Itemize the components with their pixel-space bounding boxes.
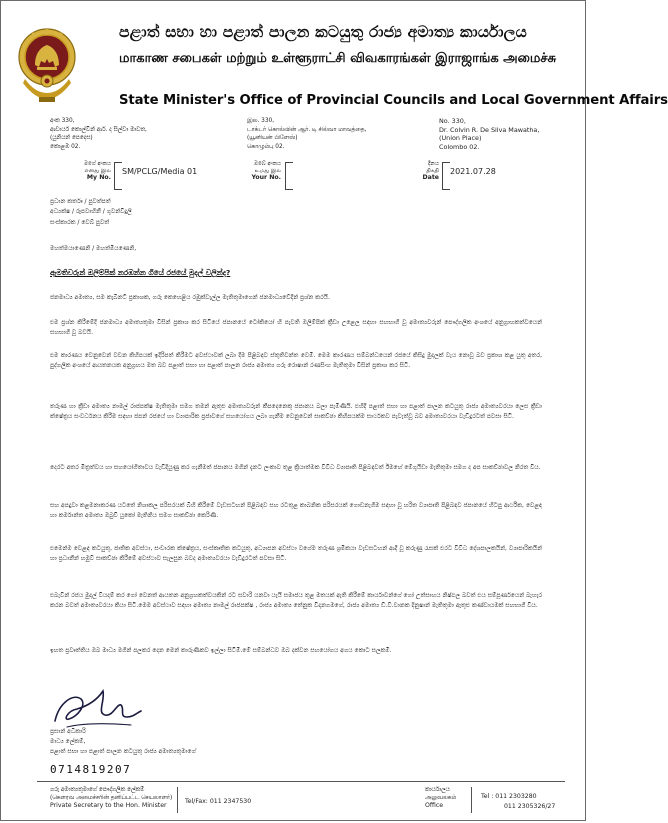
body-paragraph: ඉහත ප්‍රවෘත්තිය ඔබ මාධ්‍ය මගින් පලකර දෙන මෙන් කාරුණිකව ඉල්ලා සිටිමි.මේ සම්බන්ධව ඔබ දක්වන සහයෝගය අගය කොට සලකමි. <box>50 647 392 654</box>
footer-secretary <box>50 787 172 810</box>
address-tamil <box>247 117 366 151</box>
footer-office-si: කාර්යාලය <box>425 787 450 793</box>
signatory-phone: 0714819207 <box>50 763 132 776</box>
my-number-label-en: My No. <box>86 173 111 181</box>
your-number-label <box>239 161 281 181</box>
body-paragraph: එම කාරණය වෙනුවෙන් වචන කිහිපයක් ඉදිරිපත් කිරීමට අවස්ථාවක් ලබා දීම පිළිබඳව ස්තූතිවන්ත වෙමි. මෙම කාරණය සම්බන්ධයෙන් රජයේ කිසිදු මුදලක් වැය නොවූ බව ප්‍රකාශ කළ යුතු අතර, පුද්ගලික අංශයේ ආයතනයක අනුග්‍රහය මත බව පළාත් සභා හා පළාත් පාලන රාජ්‍ය අමාත්‍ය ගරු රොෂාන් රණසිංහ මැතිතුමා විසින් ප්‍රකාශ කර සිටී. <box>50 352 542 370</box>
ref-bracket <box>285 162 293 190</box>
recipient-list <box>50 197 132 228</box>
signatory-office: පළාත් සභා හා පළාත් පාලන කටයුතු රාජ්‍ය අමාත්‍යතුමාගේ <box>50 748 196 755</box>
body-paragraph: තරුණ හා ක්‍රීඩා අමාත්‍ය නාමල් රාජපක්ෂ මැතිතුමා සමග තමන් ඇතුළු අමාත්‍යවරුන් කීපදෙනෙකු ජපානය බලා පැමිණියි. එහිදී පළාත් සභා හා පළාත් පාලන කටයුතු රාජ්‍ය අමාත්‍යවරයා ලෙස ක්‍රීඩා ක්ෂේත්‍රය සංවර්ධනය කිරීම සඳහා ජපන් රජයේ හා ව්‍යාපාරික ප්‍රජාවගේ සහයෝගය ලබා ගැනීම වෙනුවෙන් සාකච්ඡා කිහිපයක්ම සාර්ථකව පැවැත්වූ බව අමාත්‍යවරයා වැඩිදුරටත් පවසා සිටී. <box>50 403 542 421</box>
footer-secretary-en: Private Secretary to the Hon. Minister <box>50 802 167 810</box>
your-number-label-si: ඔබේ අංකය <box>253 161 281 167</box>
footer-secretary-ta: (கௌரவ அமைச்சரின் தனிப்பட்ட செயலாளர்) <box>50 794 173 801</box>
header-title-tamil: மாகாண சபைகள் மற்றும் உள்ளூராட்சி விவகாரங்கள் இராஜாங்க அமைச்சு <box>119 51 557 66</box>
address-line: கொழும்பு 02. <box>247 143 285 150</box>
header-title-english: State Minister's Office of Provincial Councils and Local Government Affairs <box>119 93 668 108</box>
subject-heading: ඇමතිවරුන් ඔලිම්පික් නරඹන්න ගියේ රජයේ මුදල් වලින්ද? <box>50 268 231 277</box>
date-label-si: දිනය <box>427 161 439 167</box>
my-number-label <box>61 161 111 181</box>
body-paragraph: එම ප්‍රශ්න කිරීමේදී ජනමාධ්‍ය අමාත්‍යතුමා විසින් ප්‍රකාශ කර සිටියේ ජපානයේ ටෝකියෝ හි පැවති ඔලිම්පික් ක්‍රීඩා උළෙල සඳහා සහභාගී වූ අමාත්‍යවරුන් පෞද්ගලික අංශයේ අනුග්‍රාහකත්වයෙන් සහභාගී වූ බවයි. <box>50 319 542 337</box>
address-line: டாக்டர் கொல்வின் ஆர். டி சில்வா மாவத்தை, <box>247 126 367 133</box>
signatory-name: ප්‍රසාන් අධිකාරි <box>50 728 86 735</box>
date-label-ta: திகதி <box>426 167 439 174</box>
address-line: ආචාර්ය කොල්වින් ආර්. ද සිල්වා මාවත, <box>50 126 147 133</box>
address-english <box>439 117 539 151</box>
salutation: මහත්මයාණෙනි / මහත්මියණෙනි, <box>50 245 137 252</box>
my-number-label-ta: எனது இல <box>84 167 111 174</box>
body-paragraph: දෙරට අතර මිත්‍රත්වය හා සහයෝගිතාවය වැඩිදියුණු කර ගැනීමත් ජපානය මගින් දැනට ලංකාව තුළ ක්‍රියාත්මක විවිධ ව්‍යාපෘති පිළිබඳවත් ඊමහේ මේගුයිඩා මැතිතුමා සමග ද අප සාකච්ඡාවල නිරත විය. <box>50 464 541 471</box>
my-number-value: SM/PCLG/Media 01 <box>122 167 198 176</box>
date-label-en: Date <box>422 173 439 181</box>
recipient-line: අධ්‍යක්ෂ / රූපවාහිනී / ගුවන්විදුලි <box>50 208 132 216</box>
recipient-line: ප්‍රධාන කර්තෘ / පුවත්පත් <box>50 198 111 205</box>
ref-bracket <box>114 162 122 190</box>
footer-office-en: Office <box>425 802 444 810</box>
date-label <box>411 161 439 181</box>
sri-lanka-emblem-icon <box>15 21 79 105</box>
your-number-label-en: Your No. <box>251 173 281 181</box>
footer-office-tel2: 011 2305326/27 <box>504 803 556 810</box>
address-line: No. 330, <box>439 117 466 125</box>
body-paragraph: එබැවින් රජය මුදල් වියදම් කර ගෝ වෙනත් ආයතන අනුග්‍රහකත්වයකින් රට සවාරි යනවා යැයි සමාජය තුළ මතයක් ඇති කිරීමේ කාර්යාවන්ගේ ගෝ උත්සාහය නිෂ්ඵල බවත් එය සම්පූර්ණයෙන් බැහැර කරන බවත් අමාත්‍යවරයා කියා සිටී.මෙම අවස්ථාව සඳහා අමාත්‍ය නාමල් රාජපක්ෂ , රාජ්‍ය අමාත්‍ය තේනුක විදානගමගේ, රාජ්‍ය අමාත්‍ය ඩී.වී.චානක දිනුෂාන් මැතිතුමා ඇතුළු කණ්ඩායමක් සහභාගී විය. <box>50 592 542 610</box>
address-line: (யூனியன் பிளேஸ்) <box>247 135 298 142</box>
footer-office-phones <box>481 792 555 812</box>
address-line: කොළඹ 02. <box>50 143 81 150</box>
footer-secretary-si: ගරු අමාත්‍යතුමාගේ පෞද්ගලික ලේකම් <box>50 787 145 793</box>
footer-office <box>425 787 456 810</box>
address-line: Dr. Colvin R. De Silva Mawatha, <box>439 125 540 134</box>
address-line: (යුනියන් පෙදෙස) <box>50 135 93 142</box>
footer-separator <box>471 787 472 813</box>
ref-bracket <box>442 162 450 190</box>
footer-office-ta: அலுவலகம் <box>425 794 457 801</box>
date-value: 2021.07.28 <box>450 167 496 176</box>
signatory-title: මාධ්‍ය ලේකම්, <box>50 738 86 745</box>
footer-divider <box>37 781 565 782</box>
signatory-block <box>50 727 196 757</box>
body-paragraph: එමෙන්ම වෙළඳ කටයුතු, ජාතික අවස්ථා, සංචාරක ක්ෂේත්‍රය, සංස්කෘතික කටයුතු, අධ්‍යාපන අවස්ථා වගේම තරුණ ශ්‍රමිකයා වැඩසටහන් ආදී වූ කරුණු රැසක් එරට විවිධ දේශපාලකයින්, ව්‍යාපාරිකයින් හා ප්‍රධානීන් හමුවී සාකච්ඡා කිරීමේ අවස්ථාව සැලසුන බවද අමාත්‍යවරයා වැඩිදුරටත් පවසා සිටී. <box>50 545 542 563</box>
address-line: இல. 330, <box>247 118 275 124</box>
recipient-line: සංස්කාරක / වෙබ් පුවත් <box>50 218 110 226</box>
address-line: Colombo 02. <box>439 142 480 151</box>
footer-telfax: Tel/Fax: 011 2347530 <box>185 798 252 805</box>
header-title-sinhala: පළාත් සභා හා පළාත් පාලන කටයුතු රාජ්‍ය අමාත්‍ය කාර්යාලය <box>119 23 527 41</box>
my-number-label-si: මගේ අංකය <box>83 161 111 167</box>
address-sinhala <box>50 117 147 151</box>
address-line: (Union Place) <box>439 134 482 143</box>
body-paragraph: ජනමාධ්‍ය අමාත්‍ය, සම කැබිනට් ප්‍රකාශක, ගරු කෙහෙළිය රඹුක්වැල්ල මැතිතුමාගෙන් ජනමාධ්‍යවේදීන් ප්‍රශ්න කරයි. <box>50 294 330 301</box>
your-number-label-ta: உமது இல <box>254 167 281 174</box>
footer-office-tel: Tel : 011 2303280 <box>481 793 537 800</box>
footer-separator <box>177 787 178 813</box>
body-paragraph: සහ අපදුවා කළමනාකරණ යටතේ නිශාකල පරිසරයක් බිහි කිරීමේ වැඩසටහන් පිළිබඳව සහ රටතුළ කාබනික පරිසරයක් ගොඩනැගීම සඳහා වූ හරිත ව්‍යාපෘති පිළිබඳව ජපානයේ හිටපු ආර්ථික, වෙළඳ හා කර්මාන්ත අමාත්‍ය ඔබුචි යුකෝ මැතිනිය සමග සාකච්ඡා කෙරිණි. <box>50 502 542 520</box>
address-line: අංක 330, <box>50 118 75 124</box>
